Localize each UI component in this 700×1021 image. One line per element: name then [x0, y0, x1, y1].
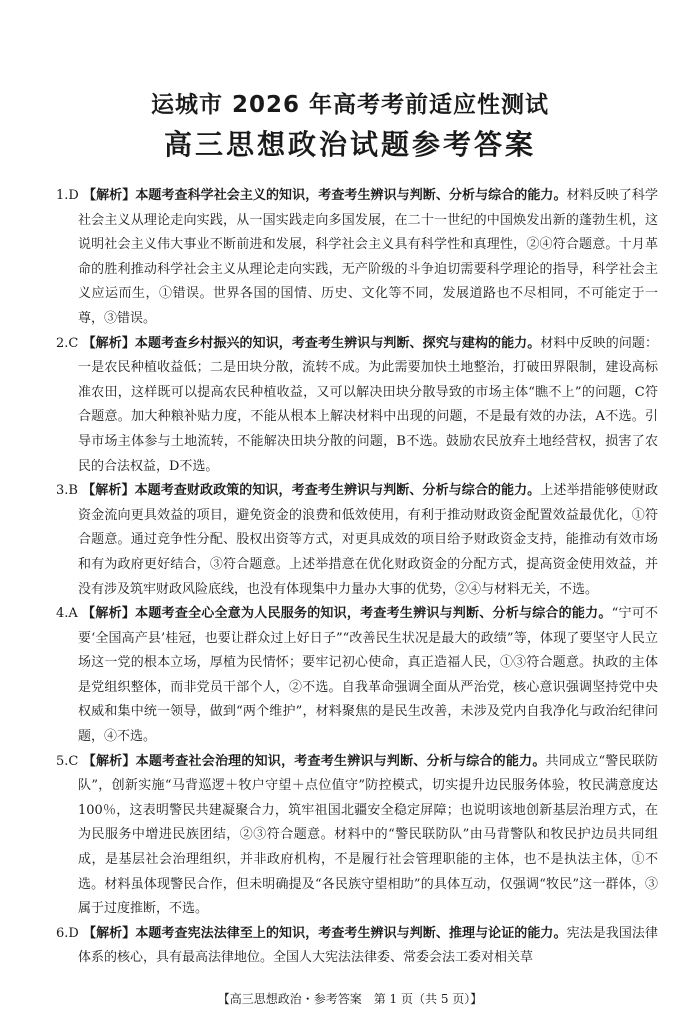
answer-key-title: 高三思想政治试题参考答案	[163, 128, 536, 161]
answer-item-6	[56, 922, 658, 971]
analysis-tag: 【解析】	[83, 188, 136, 203]
analysis-body: 材料反映了科学社会主义从理论走向实践，从一国实践走向多国发展，在二十一世纪的中国焕发出新的蓬勃生机，这说明社会主义伟大事业不断前进和发展，科学社会主义具有科学性和真理性，②④符合题意。十月革命的胜利推动科学社会主义从理论走向实践，无产阶级的斗争迫切需要科学理论的指导，科学社会主义应运而生，①错误。世界各国的国情、历史、文化等不同，发展道路也不尽相同，不可能定于一尊，③错误。	[78, 188, 658, 326]
analysis-tag: 【解析】	[82, 483, 135, 499]
answer-number: 4.A	[56, 606, 78, 622]
analysis-tag: 【解析】	[83, 925, 136, 941]
answer-number: 3.B	[56, 483, 78, 499]
answer-number: 2.C	[56, 335, 79, 351]
analysis-tag: 【解析】	[82, 606, 136, 622]
analysis-lead: 本题考查乡村振兴的知识，考查考生辨识与判断、探究与建构的能力。	[134, 335, 541, 351]
answer-item-2	[56, 332, 658, 480]
answer-number: 6.D	[56, 925, 79, 941]
answer-item-4	[56, 602, 658, 750]
analysis-body: 上述举措能够使财政资金流向更具效益的项目，避免资金的浪费和低效使用，有利于推动财政资金配置效益最优化，①符合题意。通过竞争性分配、股权出资等方式，对更具成效的项目给予财政资金支持，能推动有效市场和有为政府更好结合，③符合题意。上述举措意在优化财政资金的分配方式，提高资金使用效益，并没有涉及筑牢财政风险底线，也没有体现集中力量办大事的优势，②④与材料无关，不选。	[78, 483, 658, 597]
analysis-lead: 本题考查财政政策的知识，考查考生辨识与判断、分析与综合的能力。	[134, 483, 541, 499]
exam-title: 运城市 2026 年高考考前适应性测试	[150, 92, 550, 118]
analysis-body: 材料中反映的问题：一是农民种植收益低；二是田块分散，流转不成。为此需要加快土地整治，打破田界限制，建设高标准农田，这样既可以提高农民种植收益，又可以解决田块分散导致的市场主体“瞧不上”的问题，C符合题意。加大种粮补贴力度，不能从根本上解决材料中出现的问题，不是最有效的办法，A不选。引导市场主体参与土地流转，不能解决田块分散的问题，B不选。鼓励农民放弃土地经营权，损害了农民的合法权益，D不选。	[78, 335, 658, 474]
answer-item-3	[56, 479, 658, 602]
analysis-body: 共同成立“警民联防队”，创新实施“马背巡逻＋牧户守望＋点位值守”防控模式，切实提升边民服务体验，牧民满意度达100％，这表明警民共建凝聚合力，筑牢祖国北疆安全稳定屏障；也说明该地创新基层治理方式，在为民服务中增进民族团结，②③符合题意。材料中的“警民联防队”由马背警队和牧民护边员共同组成，是基层社会治理组织，并非政府机构，不是履行社会管理职能的主体，也不是执法主体，①不选。材料虽体现警民合作，但未明确提及“各民族守望相助”的具体互动，仅强调“牧民”这一群体，③属于过度推断，不选。	[78, 753, 658, 917]
analysis-lead: 本题考查宪法法律至上的知识，考查考生辨识与判断、推理与论证的能力。	[135, 925, 567, 941]
answer-item-5	[56, 750, 658, 922]
analysis-tag: 【解析】	[82, 335, 135, 351]
analysis-tag: 【解析】	[82, 753, 136, 769]
analysis-lead: 本题考查科学社会主义的知识，考查考生辨识与判断、分析与综合的能力。	[135, 188, 567, 203]
answer-item-1	[56, 184, 658, 332]
analysis-lead: 本题考查社会治理的知识，考查考生辨识与判断、分析与综合的能力。	[135, 753, 546, 769]
answer-number: 5.C	[56, 753, 79, 769]
analysis-body: “宁可不要‘全国高产县’桂冠，也要让群众过上好日子”“改善民生状况是最大的政绩”等，体现了要坚守人民立场这一党的根本立场，厚植为民情怀；要牢记初心使命，真正造福人民，①③符合题意。执政的主体是党组织整体，而非党员干部个人，②不选。自我革命强调全面从严治党，核心意识强调坚持党中央权威和集中统一领导，做到“两个维护”，材料聚焦的是民生改善，未涉及党内自我净化与政治纪律问题，④不选。	[78, 606, 658, 745]
analysis-body: 宪法是我国法律体系的核心，具有最高法律地位。全国人大宪法法律委、常委会法工委对相关草	[78, 925, 658, 966]
answer-number: 1.D	[56, 188, 79, 203]
answer-list	[56, 184, 658, 971]
page-footer: 【高三思想政治・参考答案 第 1 页（共 5 页）】	[217, 992, 483, 1006]
analysis-lead: 本题考查全心全意为人民服务的知识，考查考生辨识与判断、分析与综合的能力。	[135, 606, 612, 622]
